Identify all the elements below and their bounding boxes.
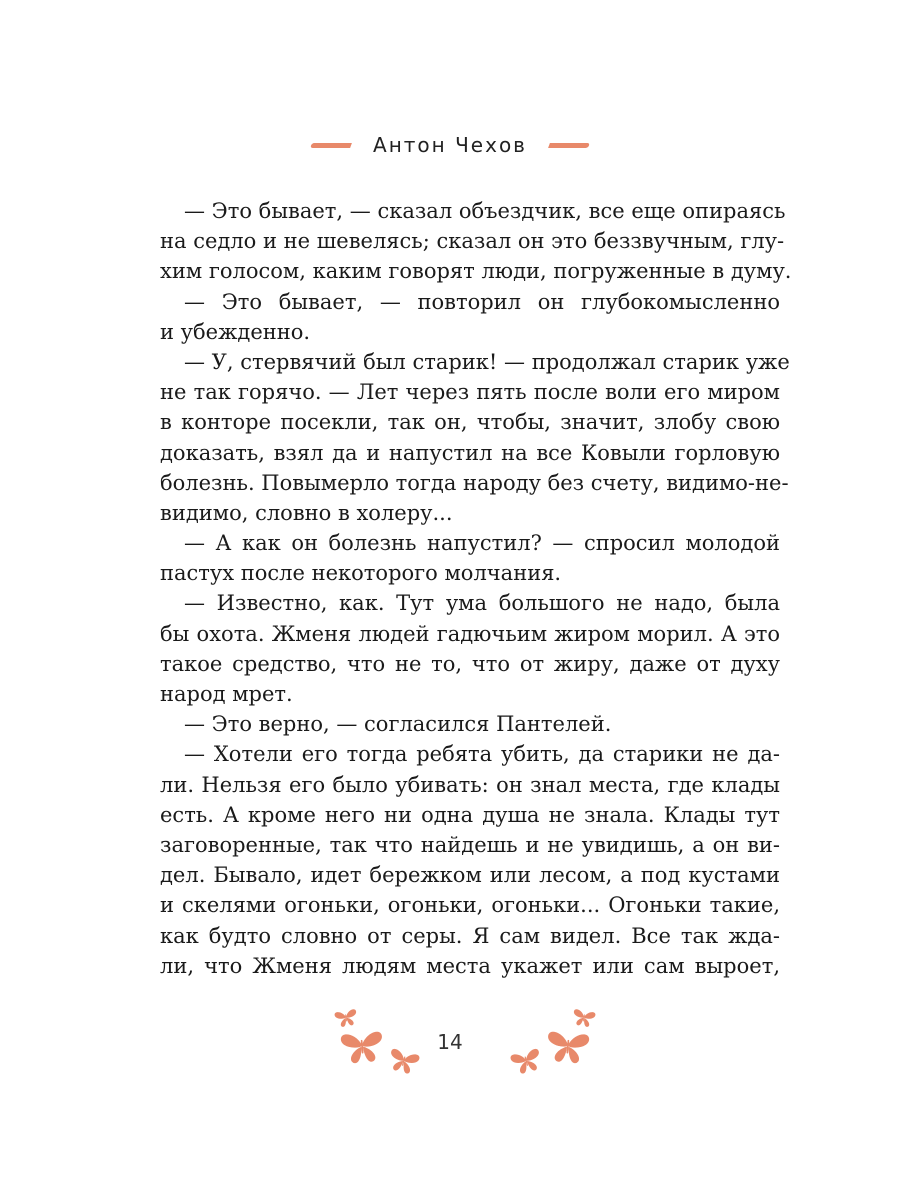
text-line: — Это бывает, — повторил он глубокомысленно <box>184 289 780 314</box>
text-line: хим голосом, каким говорят люди, погруженные в думу. <box>160 259 792 284</box>
text-line: — Известно, как. Тут ума большого не надо, была <box>184 591 780 616</box>
text-line: и убежденно. <box>160 319 311 344</box>
page-footer <box>0 1000 900 1090</box>
text-line: в конторе посекли, так он, чтобы, значит, злобу свою <box>160 410 780 435</box>
text-line: такое средство, что не то, что от жиру, даже от духу <box>160 651 780 676</box>
text-line: ли. Нельзя его было убивать: он знал места, где клады <box>160 772 780 797</box>
text-line: — Хотели его тогда ребята убить, да старики не да- <box>184 742 780 767</box>
text-line: — У, стервячий был старик! — продолжал старик уже <box>184 349 790 374</box>
text-line: — Это бывает, — сказал объездчик, все еще опираясь <box>184 199 786 223</box>
text-line: дел. Бывало, идет бережком или лесом, а под кустами <box>160 863 780 888</box>
text-line: есть. А кроме него ни одна душа не знала. Клады тут <box>160 802 780 827</box>
body-text <box>160 196 792 981</box>
text-line: ли, что Жменя людям места укажет или сам выроет, <box>160 953 780 978</box>
text-line: народ мрет. <box>160 682 293 706</box>
text-line: болезнь. Повымерло тогда народу без счету, видимо-не- <box>160 470 789 495</box>
text-line: бы охота. Жменя людей гадючьим жиром морил. А это <box>160 621 780 646</box>
decorative-dash-right <box>548 143 590 148</box>
text-line: как будто словно от серы. Я сам видел. Все так жда- <box>160 923 780 948</box>
butterfly-icon <box>554 987 614 1047</box>
text-line: пастух после некоторого молчания. <box>160 561 562 586</box>
text-line: видимо, словно в холеру... <box>160 500 453 525</box>
text-line: на седло и не шевелясь; сказал он это беззвучным, глу- <box>160 229 785 254</box>
butterfly-icon <box>374 1030 434 1090</box>
running-header <box>0 130 900 160</box>
text-line: доказать, взял да и напустил на все Ковыли горловую <box>160 440 780 465</box>
page-number: 14 <box>437 1030 463 1054</box>
decorative-dash-left <box>310 143 352 148</box>
text-line: — А как он болезнь напустил? — спросил молодой <box>184 531 780 556</box>
running-title: Антон Чехов <box>373 133 527 157</box>
text-line: и скелями огоньки, огоньки, огоньки... Огоньки такие, <box>160 893 780 918</box>
text-line: не так горячо. — Лет через пять после воли его миром <box>160 380 780 405</box>
text-line: — Это верно, — согласился Пантелей. <box>184 712 612 737</box>
text-line: заговоренные, так что найдешь и не увидишь, а он ви- <box>160 832 780 857</box>
